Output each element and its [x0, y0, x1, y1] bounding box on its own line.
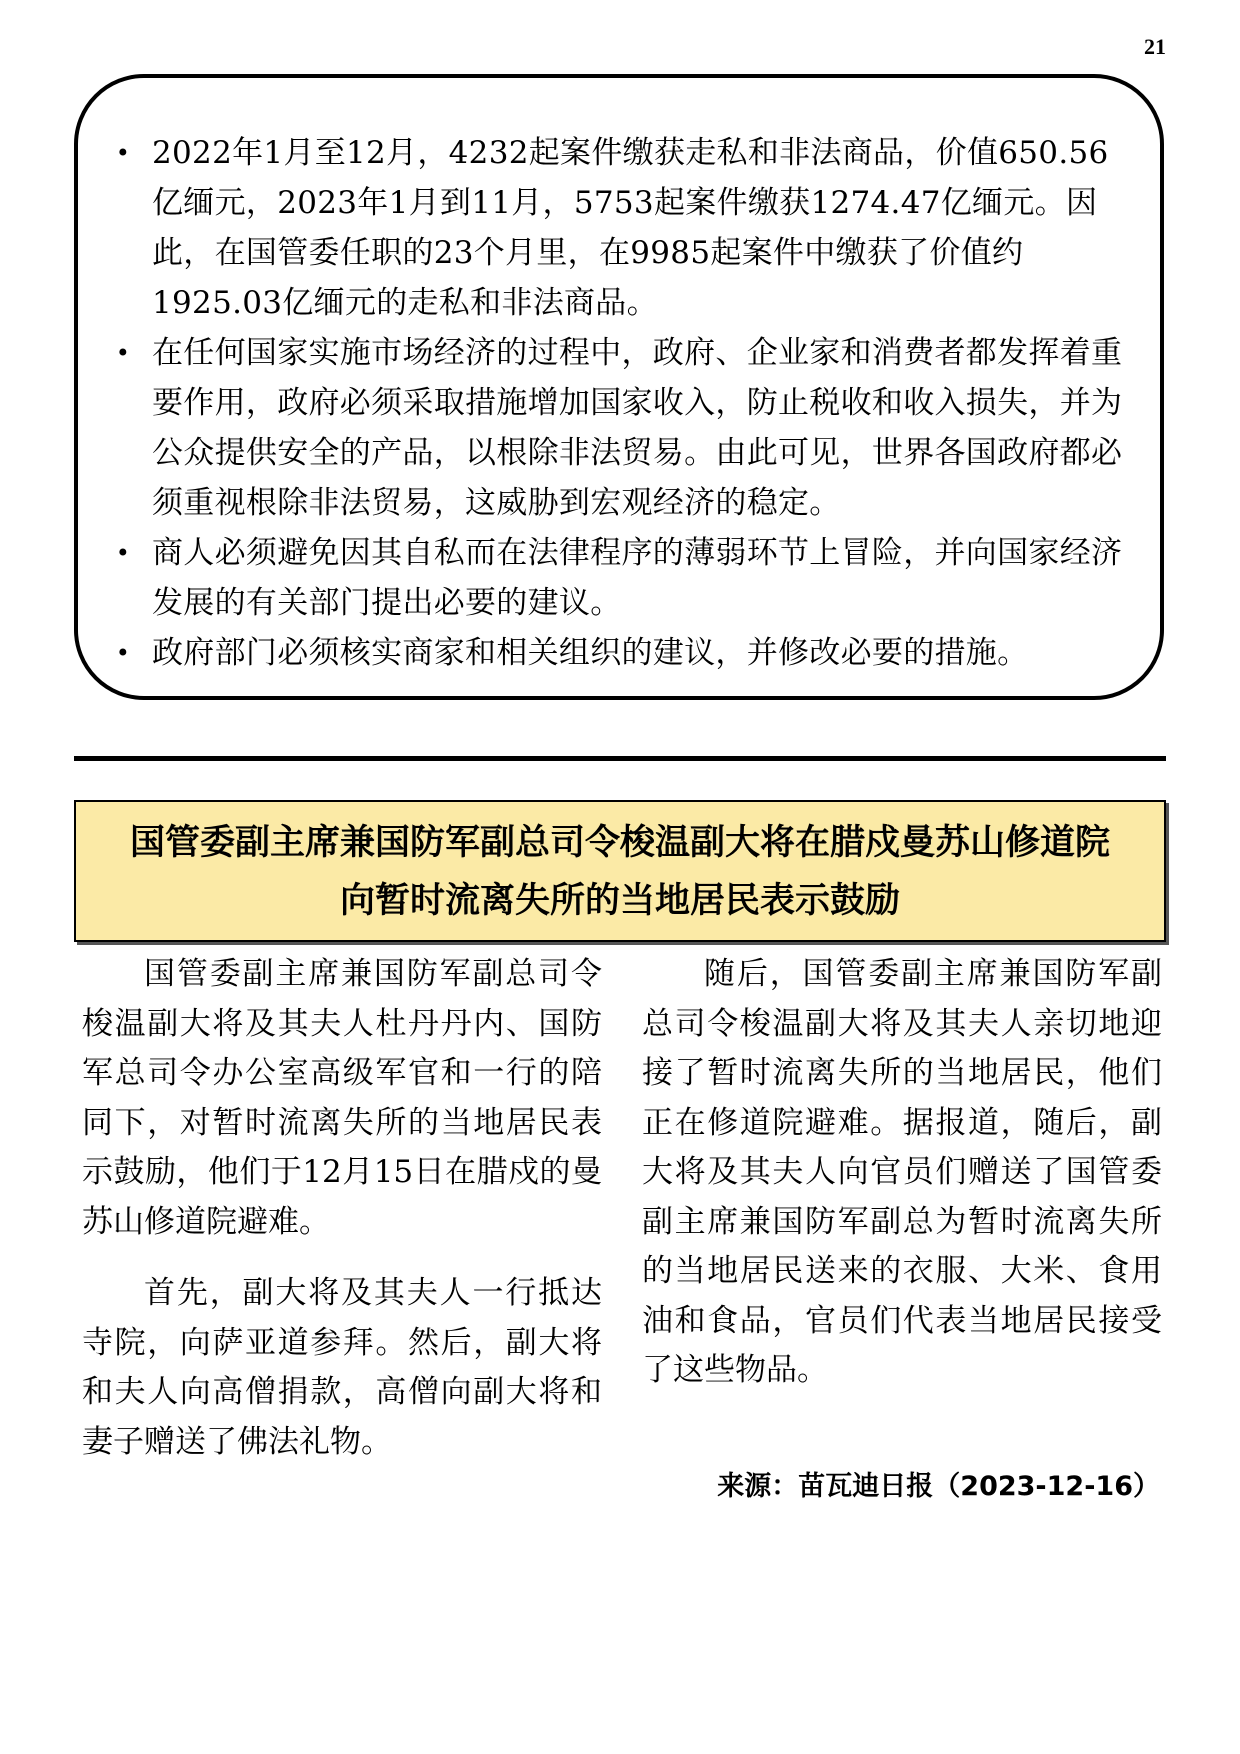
headline-line-1: 国管委副主席兼国防军副总司令梭温副大将在腊戍曼苏山修道院: [129, 823, 1110, 863]
summary-bullet-box: [74, 74, 1164, 700]
summary-bullet-list: [108, 128, 1124, 678]
article-paragraph: 随后，国管委副主席兼国防军副总司令梭温副大将及其夫人亲切地迎接了暂时流离失所的当地居民，他们正在修道院避难。据报道，随后，副大将及其夫人向官员们赠送了国管委副主席兼国防军副总为暂时流离失所的当地居民送来的衣服、大米、食用油和食品，官员们代表当地居民接受了这些物品。: [642, 956, 1162, 1388]
bullet-item: [108, 628, 1124, 678]
article-paragraph: 国管委副主席兼国防军副总司令梭温副大将及其夫人杜丹丹内、国防军总司令办公室高级军官和一行的陪同下，对暂时流离失所的当地居民表示鼓励，他们于12月15日在腊戍的曼苏山修道院避难。: [82, 956, 602, 1240]
article-column-left: [82, 950, 602, 1489]
bullet-text: 政府部门必须核实商家和相关组织的建议，并修改必要的措施。: [152, 635, 1029, 671]
page-number: 21: [1144, 34, 1166, 59]
bullet-item: [108, 528, 1124, 628]
bullet-dot-icon: •: [115, 539, 131, 567]
bullet-text: 2022年1月至12月，4232起案件缴获走私和非法商品，价值650.56亿缅元，2023年1月到11月，5753起案件缴获1274.47亿缅元。因此，在国管委任职的23个月里，在9985起案件中缴获了价值约1925.03亿缅元的走私和非法商品。: [152, 135, 1109, 321]
article-source: 来源：苗瓦迪日报（2023-12-16）: [717, 1471, 1160, 1502]
bullet-item: [108, 328, 1124, 528]
section-divider: [74, 756, 1166, 761]
bullet-dot-icon: •: [115, 339, 131, 367]
article-paragraph: 首先，副大将及其夫人一行抵达寺院，向萨亚道参拜。然后，副大将和夫人向高僧捐款，高僧向副大将和妻子赠送了佛法礼物。: [82, 1275, 602, 1460]
headline-line-2: 向暂时流离失所的当地居民表示鼓励: [339, 881, 900, 921]
article-headline: [74, 800, 1166, 942]
bullet-item: [108, 128, 1124, 328]
bullet-text: 在任何国家实施市场经济的过程中，政府、企业家和消费者都发挥着重要作用，政府必须采取措施增加国家收入，防止税收和收入损失，并为公众提供安全的产品，以根除非法贸易。由此可见，世界各国政府都必须重视根除非法贸易，这威胁到宏观经济的稳定。: [152, 335, 1123, 521]
bullet-dot-icon: •: [115, 139, 131, 167]
article-column-right: [642, 950, 1162, 1418]
bullet-text: 商人必须避免因其自私而在法律程序的薄弱环节上冒险，并向国家经济发展的有关部门提出必要的建议。: [152, 535, 1123, 621]
bullet-dot-icon: •: [115, 639, 131, 667]
